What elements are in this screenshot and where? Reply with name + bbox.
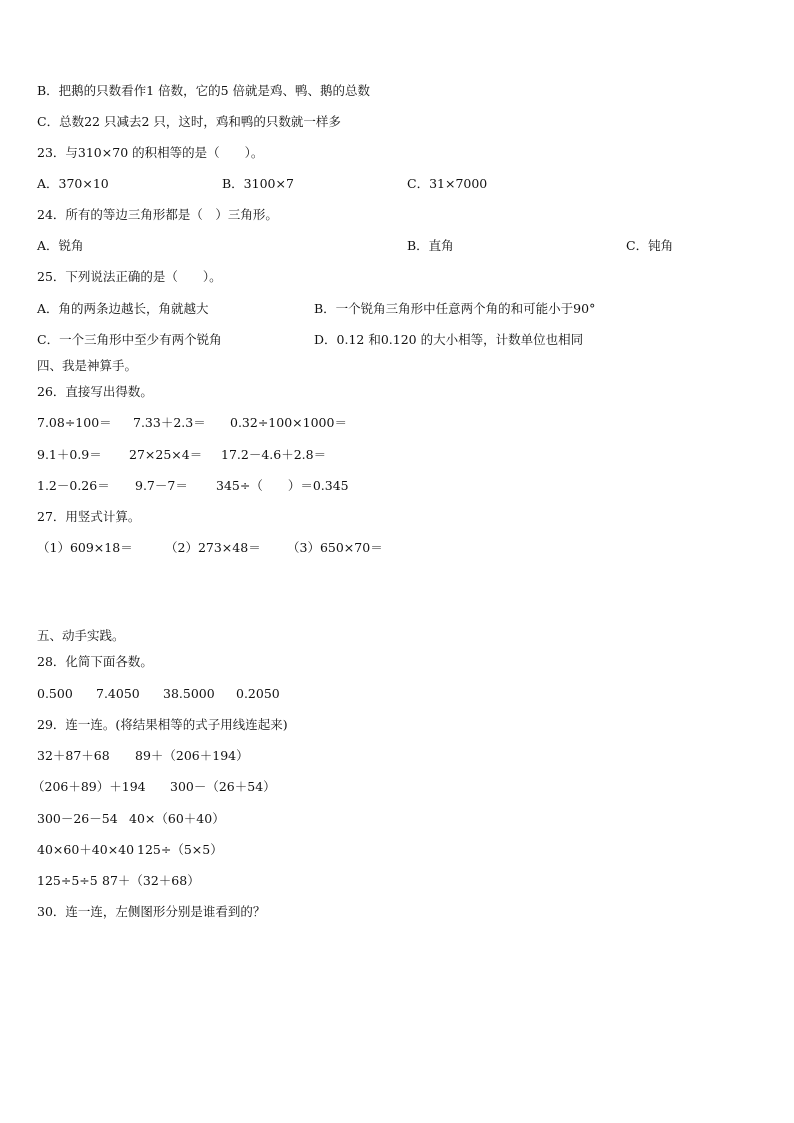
text-segment: 0.2050 (236, 686, 280, 701)
text-segment: B．3100×7 (222, 176, 294, 191)
text-segment: 125÷5÷5 (37, 873, 98, 888)
text-segment: 87＋（32＋68） (102, 873, 200, 888)
text-segment: 40×（60＋40） (129, 811, 225, 826)
text-segment: 27×25×4＝ (129, 447, 203, 462)
text-segment: B．一个锐角三角形中任意两个角的和可能小于90° (314, 301, 596, 316)
text-segment: B．直角 (407, 238, 454, 253)
text-segment: A．370×10 (37, 176, 109, 191)
text-segment: 四、我是神算手。 (37, 358, 138, 373)
text-segment: 1.2－0.26＝ (37, 478, 110, 493)
text-segment: 300－26－54 (37, 811, 118, 826)
text-segment: 28．化简下面各数。 (37, 654, 153, 669)
text-segment: 0.32÷100×1000＝ (230, 415, 347, 430)
text-segment: 五、动手实践。 (37, 628, 125, 643)
text-segment: C．钝角 (626, 238, 674, 253)
text-segment: 29．连一连。(将结果相等的式子用线连起来) (37, 717, 288, 732)
text-segment: C．31×7000 (407, 176, 488, 191)
text-segment: 27．用竖式计算。 (37, 509, 141, 524)
text-segment: 7.33＋2.3＝ (133, 415, 206, 430)
text-segment: 345÷（ ）＝0.345 (216, 478, 349, 493)
text-segment: 25．下列说法正确的是（ ）。 (37, 269, 222, 284)
text-segment: 24．所有的等边三角形都是（ ）三角形。 (37, 207, 278, 222)
text-segment: 125÷（5×5） (137, 842, 223, 857)
text-segment: 30．连一连，左侧图形分别是谁看到的？ (37, 904, 266, 919)
text-segment: B．把鹅的只数看作1 倍数，它的5 倍就是鸡、鸭、鹅的总数 (37, 83, 371, 98)
text-segment: （206＋89）＋194 (32, 779, 146, 794)
text-segment: C．总数22 只减去2 只，这时，鸡和鸭的只数就一样多 (37, 114, 341, 129)
text-segment: 40×60＋40×40 (37, 842, 135, 857)
text-segment: 7.08÷100＝ (37, 415, 112, 430)
text-segment: 32＋87＋68 (37, 748, 110, 763)
text-segment: 89＋（206＋194） (135, 748, 249, 763)
text-segment: 300－（26＋54） (170, 779, 276, 794)
text-segment: 0.500 (37, 686, 73, 701)
text-segment: （1）609×18＝ (37, 540, 133, 555)
text-segment: D．0.12 和0.120 的大小相等，计数单位也相同 (314, 332, 584, 347)
text-segment: A．角的两条边越长，角就越大 (37, 301, 209, 316)
text-segment: 9.1＋0.9＝ (37, 447, 102, 462)
text-segment: C．一个三角形中至少有两个锐角 (37, 332, 222, 347)
text-segment: 17.2－4.6＋2.8＝ (221, 447, 327, 462)
text-segment: （2）273×48＝ (165, 540, 261, 555)
text-segment: A．锐角 (37, 238, 84, 253)
text-segment: 9.7－7＝ (135, 478, 188, 493)
text-segment: （3）650×70＝ (287, 540, 383, 555)
text-segment: 7.4050 (96, 686, 140, 701)
text-segment: 38.5000 (163, 686, 215, 701)
text-segment: 26．直接写出得数。 (37, 384, 153, 399)
text-segment: 23．与310×70 的积相等的是（ ）。 (37, 145, 264, 160)
